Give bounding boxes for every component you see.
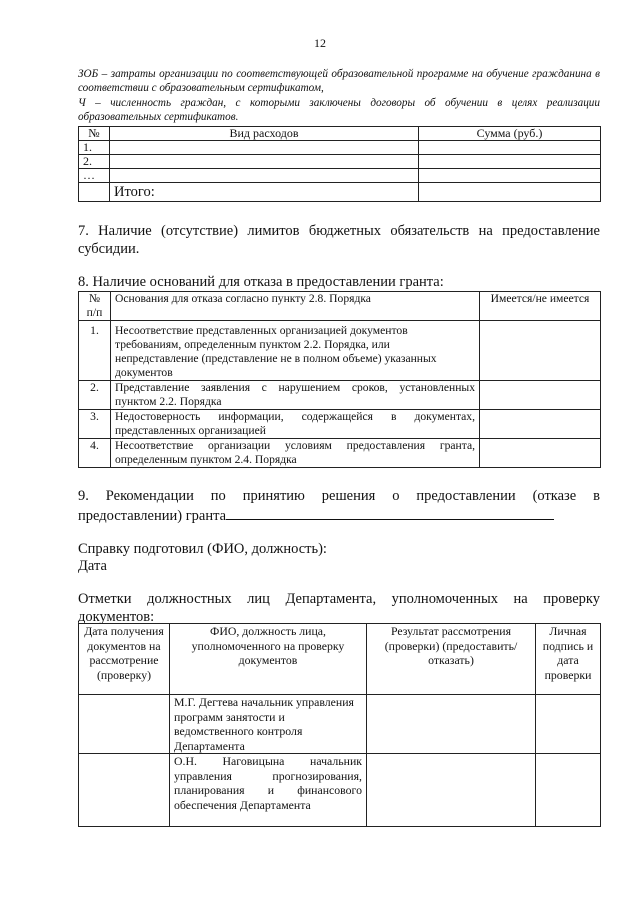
section-9 xyxy=(78,487,600,525)
note-zob: ЗОБ – затраты организации по соответствующей образовательной программе на обучение гражданина в соответствии с образовательным сертификатом, xyxy=(78,68,600,94)
total-row xyxy=(79,183,601,202)
expenses-table xyxy=(78,126,601,202)
marks-title: Отметки должностных лиц Департамента, уполномоченных на проверку документов: xyxy=(78,591,600,625)
column-header: Имеется/не имеется xyxy=(480,292,601,321)
table-row xyxy=(79,754,601,827)
date-label: Дата xyxy=(78,558,107,574)
row-number: 4. xyxy=(79,439,111,468)
page-number: 12 xyxy=(314,36,326,50)
table-row xyxy=(79,155,601,169)
column-header: ФИО, должность лица, уполномоченного на проверку документов xyxy=(170,624,367,695)
column-header: Сумма (руб.) xyxy=(419,127,601,141)
column-header: Личная подпись и дата проверки xyxy=(536,624,601,695)
table-row xyxy=(79,381,601,410)
row-number: 3. xyxy=(79,410,111,439)
ground-text: Недостоверность информации, содержащейся в документах, представленных организацией xyxy=(111,410,480,439)
table-header-row xyxy=(79,127,601,141)
note-ch: Ч – численность граждан, с которыми заключены договоры об обучении в целях реализации образовательных сертификатов. xyxy=(78,97,600,123)
ground-text: Несоответствие представленных организацией документов требованиям, определенным пунктом 2.2. Порядка, или непредставление (представление не в полном объеме) указанных документов xyxy=(111,321,480,381)
section-9-text: 9. Рекомендации по принятию решения о предоставлении (отказе в предоставлении) гранта xyxy=(78,488,600,524)
prepared-by: Справку подготовил (ФИО, должность): xyxy=(78,541,327,557)
official-name: М.Г. Дегтева начальник управления программ занятости и ведомственного контроля Департамента xyxy=(170,695,367,754)
total-label: Итого: xyxy=(110,183,419,202)
ground-text: Несоответствие организации условиям предоставления гранта, определенным пунктом 2.4. Порядка xyxy=(111,439,480,468)
row-number: 1. xyxy=(79,321,111,381)
table-row xyxy=(79,439,601,468)
row-number: 2. xyxy=(79,381,111,410)
section-8-title: 8. Наличие оснований для отказа в предоставлении гранта: xyxy=(78,274,444,290)
column-header: Основания для отказа согласно пункту 2.8. Порядка xyxy=(111,292,480,321)
signatures-table xyxy=(78,623,601,827)
table-row xyxy=(79,141,601,155)
grounds-table xyxy=(78,291,601,468)
table-header-row xyxy=(79,292,601,321)
table-row xyxy=(79,169,601,183)
ground-text: Представление заявления с нарушением сроков, установленных пунктом 2.2. Порядка xyxy=(111,381,480,410)
recommendation-line xyxy=(226,505,554,520)
table-row xyxy=(79,410,601,439)
table-header-row xyxy=(79,624,601,695)
row-number: 2. xyxy=(79,155,110,169)
row-number: 1. xyxy=(79,141,110,155)
official-name: О.Н. Наговицына начальник управления прогнозирования, планирования и финансового обеспечения Департамента xyxy=(170,754,367,827)
column-header: Дата получения документов на рассмотрение (проверку) xyxy=(79,624,170,695)
column-header: Вид расходов xyxy=(110,127,419,141)
row-number: … xyxy=(79,169,110,183)
table-row xyxy=(79,695,601,754)
column-header: № п/п xyxy=(79,292,111,321)
section-7: 7. Наличие (отсутствие) лимитов бюджетных обязательств на предоставление субсидии. xyxy=(78,223,600,257)
table-row xyxy=(79,321,601,381)
column-header: Результат рассмотрения (проверки) (предоставить/отказать) xyxy=(367,624,536,695)
column-header: № xyxy=(79,127,110,141)
